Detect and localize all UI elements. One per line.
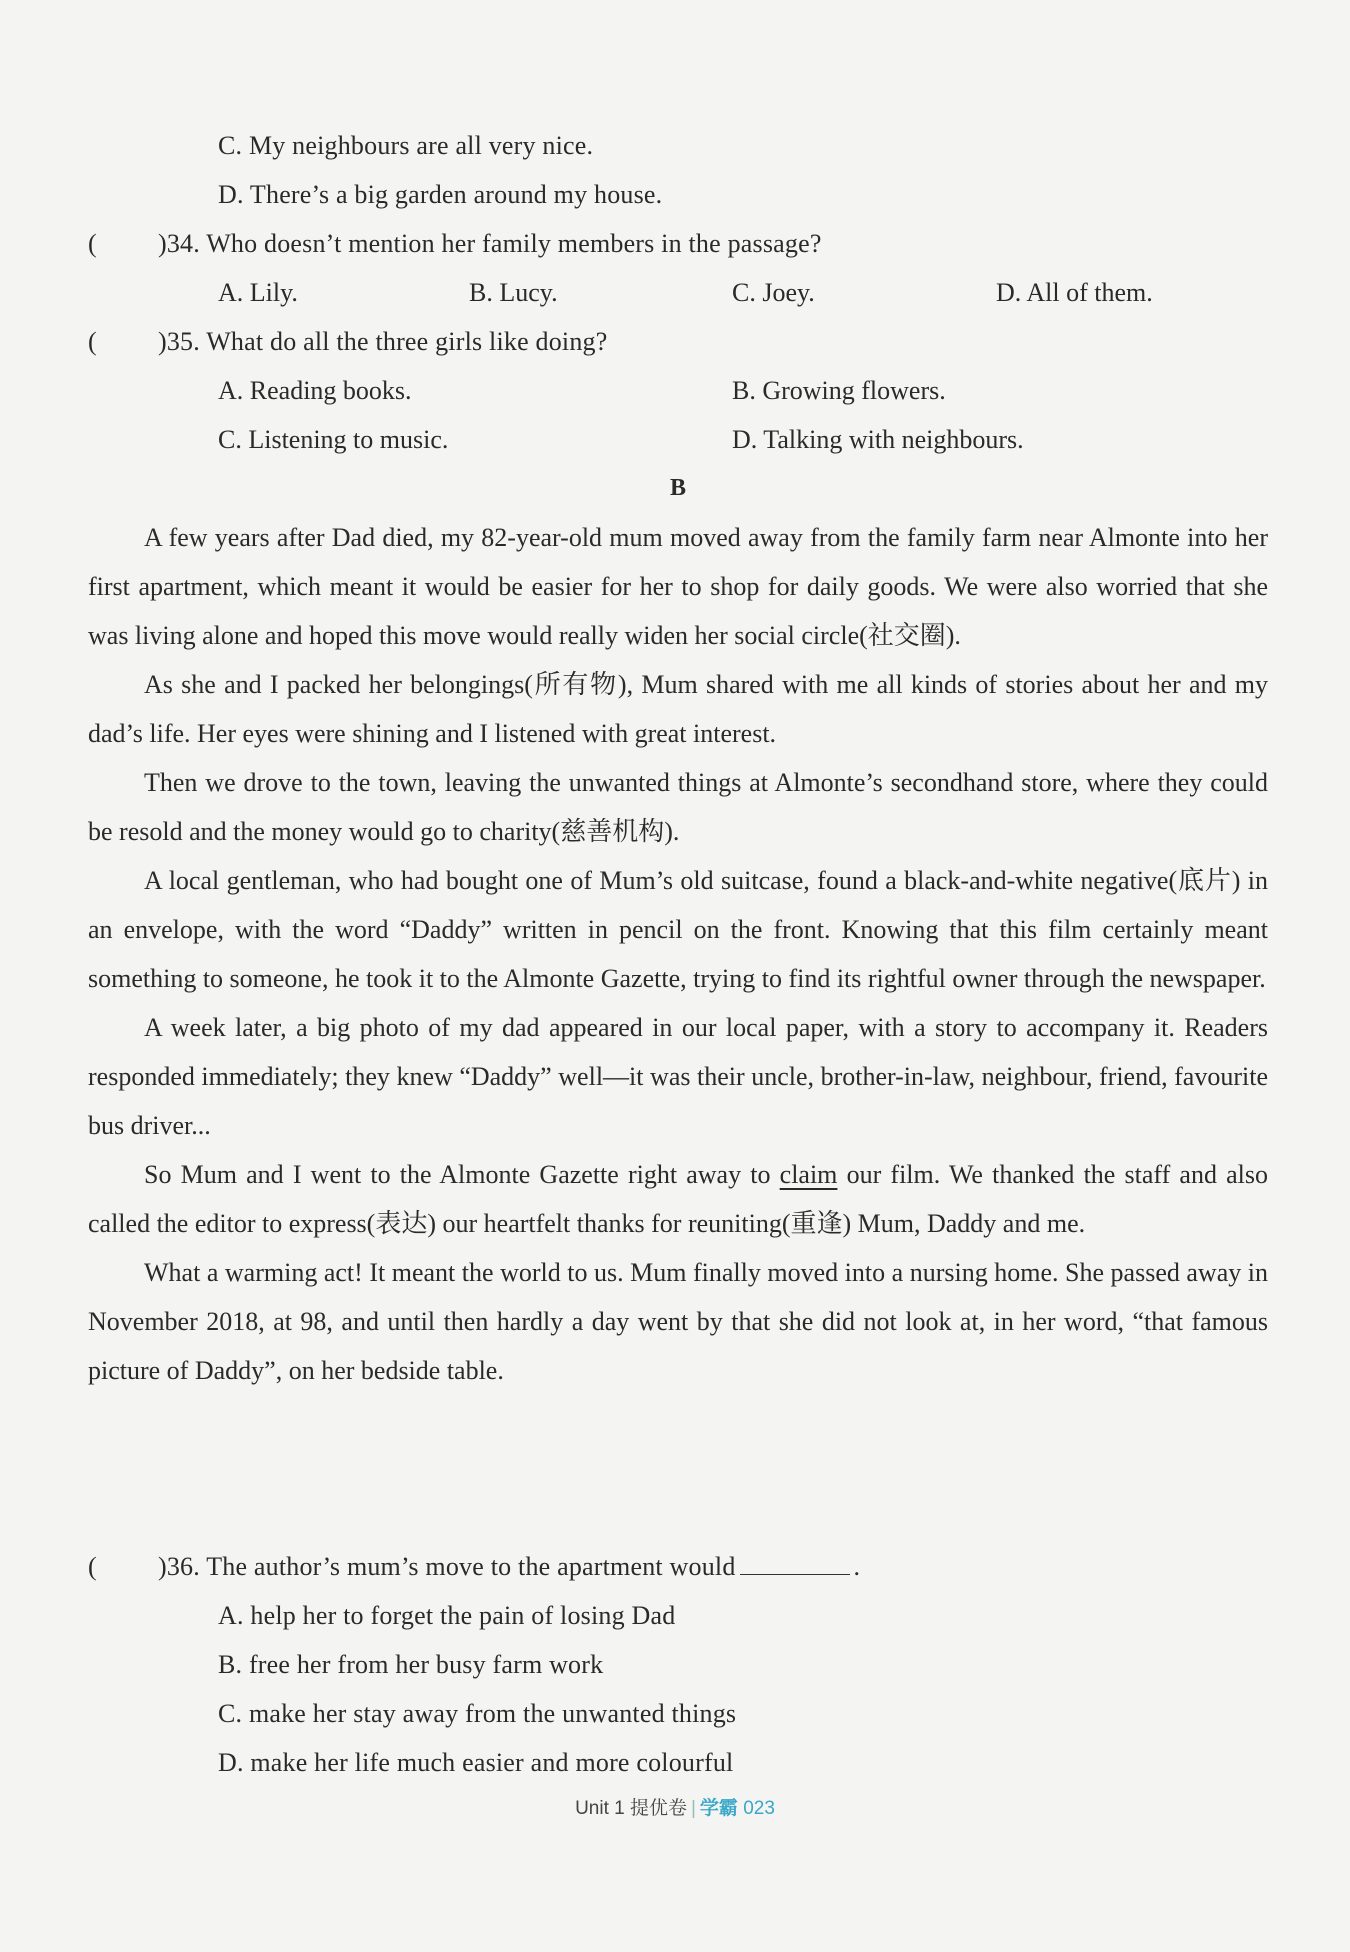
q34-options bbox=[88, 268, 1268, 317]
q36-option-d: D. make her life much easier and more colourful bbox=[218, 1748, 734, 1777]
paragraph-1-text: A few years after Dad died, my 82-year-old mum moved away from the family farm near Almonte into her first apartment, which meant it would be easier for her to shop for daily goods. We were also worried that she was living alone and hoped this move would really widen her social circle(社交圈). bbox=[88, 523, 1268, 650]
q35-option-d: D. Talking with neighbours. bbox=[732, 425, 1024, 454]
q36-option-b: B. free her from her busy farm work bbox=[218, 1650, 604, 1679]
q34-stem-line bbox=[88, 219, 1268, 268]
paragraph-2-text: As she and I packed her belongings(所有物), Mum shared with me all kinds of stories about her and my dad’s life. Her eyes were shining and I listened with great interest. bbox=[88, 670, 1268, 748]
footer-page-number: 023 bbox=[743, 1798, 775, 1819]
passage-paragraph-3 bbox=[88, 758, 1268, 856]
q36-option-a: A. help her to forget the pain of losing Dad bbox=[218, 1601, 676, 1630]
q36-answer-paren[interactable]: ( bbox=[88, 1552, 97, 1581]
passage-paragraph-2 bbox=[88, 660, 1268, 758]
footer-brand: 学霸 bbox=[699, 1798, 738, 1819]
q35-option-a: A. Reading books. bbox=[218, 376, 412, 405]
q36-stem-line bbox=[88, 1542, 1268, 1591]
passage-b bbox=[88, 464, 1268, 1395]
passage-paragraph-1 bbox=[88, 513, 1268, 660]
footer-divider: | bbox=[690, 1798, 696, 1819]
q35-stem: )35. What do all the three girls like doing? bbox=[158, 327, 608, 356]
q35-stem-line bbox=[88, 317, 1268, 366]
page-footer bbox=[0, 1793, 1350, 1820]
section-title: B bbox=[669, 475, 686, 501]
paragraph-3-text: Then we drove to the town, leaving the unwanted things at Almonte’s secondhand store, where they could be resold and the money would go to charity(慈善机构). bbox=[88, 768, 1268, 846]
q35-answer-paren[interactable]: ( bbox=[88, 327, 97, 356]
q35-options-ab bbox=[88, 366, 1268, 415]
passage-paragraph-7 bbox=[88, 1248, 1268, 1395]
q34-option-c: C. Joey. bbox=[732, 278, 815, 307]
q33-option-c: C. My neighbours are all very nice. bbox=[218, 131, 594, 160]
passage-paragraph-4 bbox=[88, 856, 1268, 1003]
q36-option-c: C. make her stay away from the unwanted things bbox=[218, 1699, 737, 1728]
question-36 bbox=[88, 1542, 1268, 1787]
passage-paragraph-5 bbox=[88, 1003, 1268, 1150]
underlined-word-claim: claim bbox=[779, 1160, 838, 1189]
q35-option-b: B. Growing flowers. bbox=[732, 376, 946, 405]
paragraph-5-text: A week later, a big photo of my dad appeared in our local paper, with a story to accompany it. Readers responded immediately; they knew “Daddy” well—it was their uncle, brother-in-law, neighbour, friend, favourite bus driver... bbox=[88, 1013, 1268, 1140]
q35-option-c: C. Listening to music. bbox=[218, 425, 449, 454]
q34-stem: )34. Who doesn’t mention her family members in the passage? bbox=[158, 229, 822, 258]
paragraph-7-text: What a warming act! It meant the world to us. Mum finally moved into a nursing home. She passed away in November 2018, at 98, and until then hardly a day went by that she did not look at, in her word, “that famous picture of Daddy”, on her bedside table. bbox=[88, 1258, 1268, 1385]
q34-option-d: D. All of them. bbox=[996, 278, 1153, 307]
q34-option-b: B. Lucy. bbox=[469, 278, 558, 307]
paragraph-4-text: A local gentleman, who had bought one of Mum’s old suitcase, found a black-and-white negative(底片) in an envelope, with the word “Daddy” written in pencil on the front. Knowing that this film certainly meant something to someone, he took it to the Almonte Gazette, trying to find its rightful owner through the newspaper. bbox=[88, 866, 1268, 993]
q33-option-d: D. There’s a big garden around my house. bbox=[218, 180, 663, 209]
footer-unit-label: Unit 1 提优卷 bbox=[575, 1798, 687, 1819]
q35-options-cd bbox=[88, 415, 1268, 464]
q36-blank bbox=[740, 1552, 850, 1575]
q34-answer-paren[interactable]: ( bbox=[88, 229, 97, 258]
passage-paragraph-6 bbox=[88, 1150, 1268, 1248]
q36-stem: )36. The author’s mum’s move to the apartment would bbox=[158, 1552, 736, 1581]
paragraph-6-text-a: So Mum and I went to the Almonte Gazette right away to bbox=[144, 1160, 780, 1189]
q34-option-a: A. Lily. bbox=[218, 278, 298, 307]
q36-stem-end: . bbox=[853, 1552, 861, 1581]
paragraph-6-text-b: our film. We thanked the staff and also called the editor to express(表达) our heartfelt thanks for reuniting(重逢) Mum, Daddy and me. bbox=[88, 1160, 1268, 1238]
questions-33-35 bbox=[88, 121, 1268, 464]
